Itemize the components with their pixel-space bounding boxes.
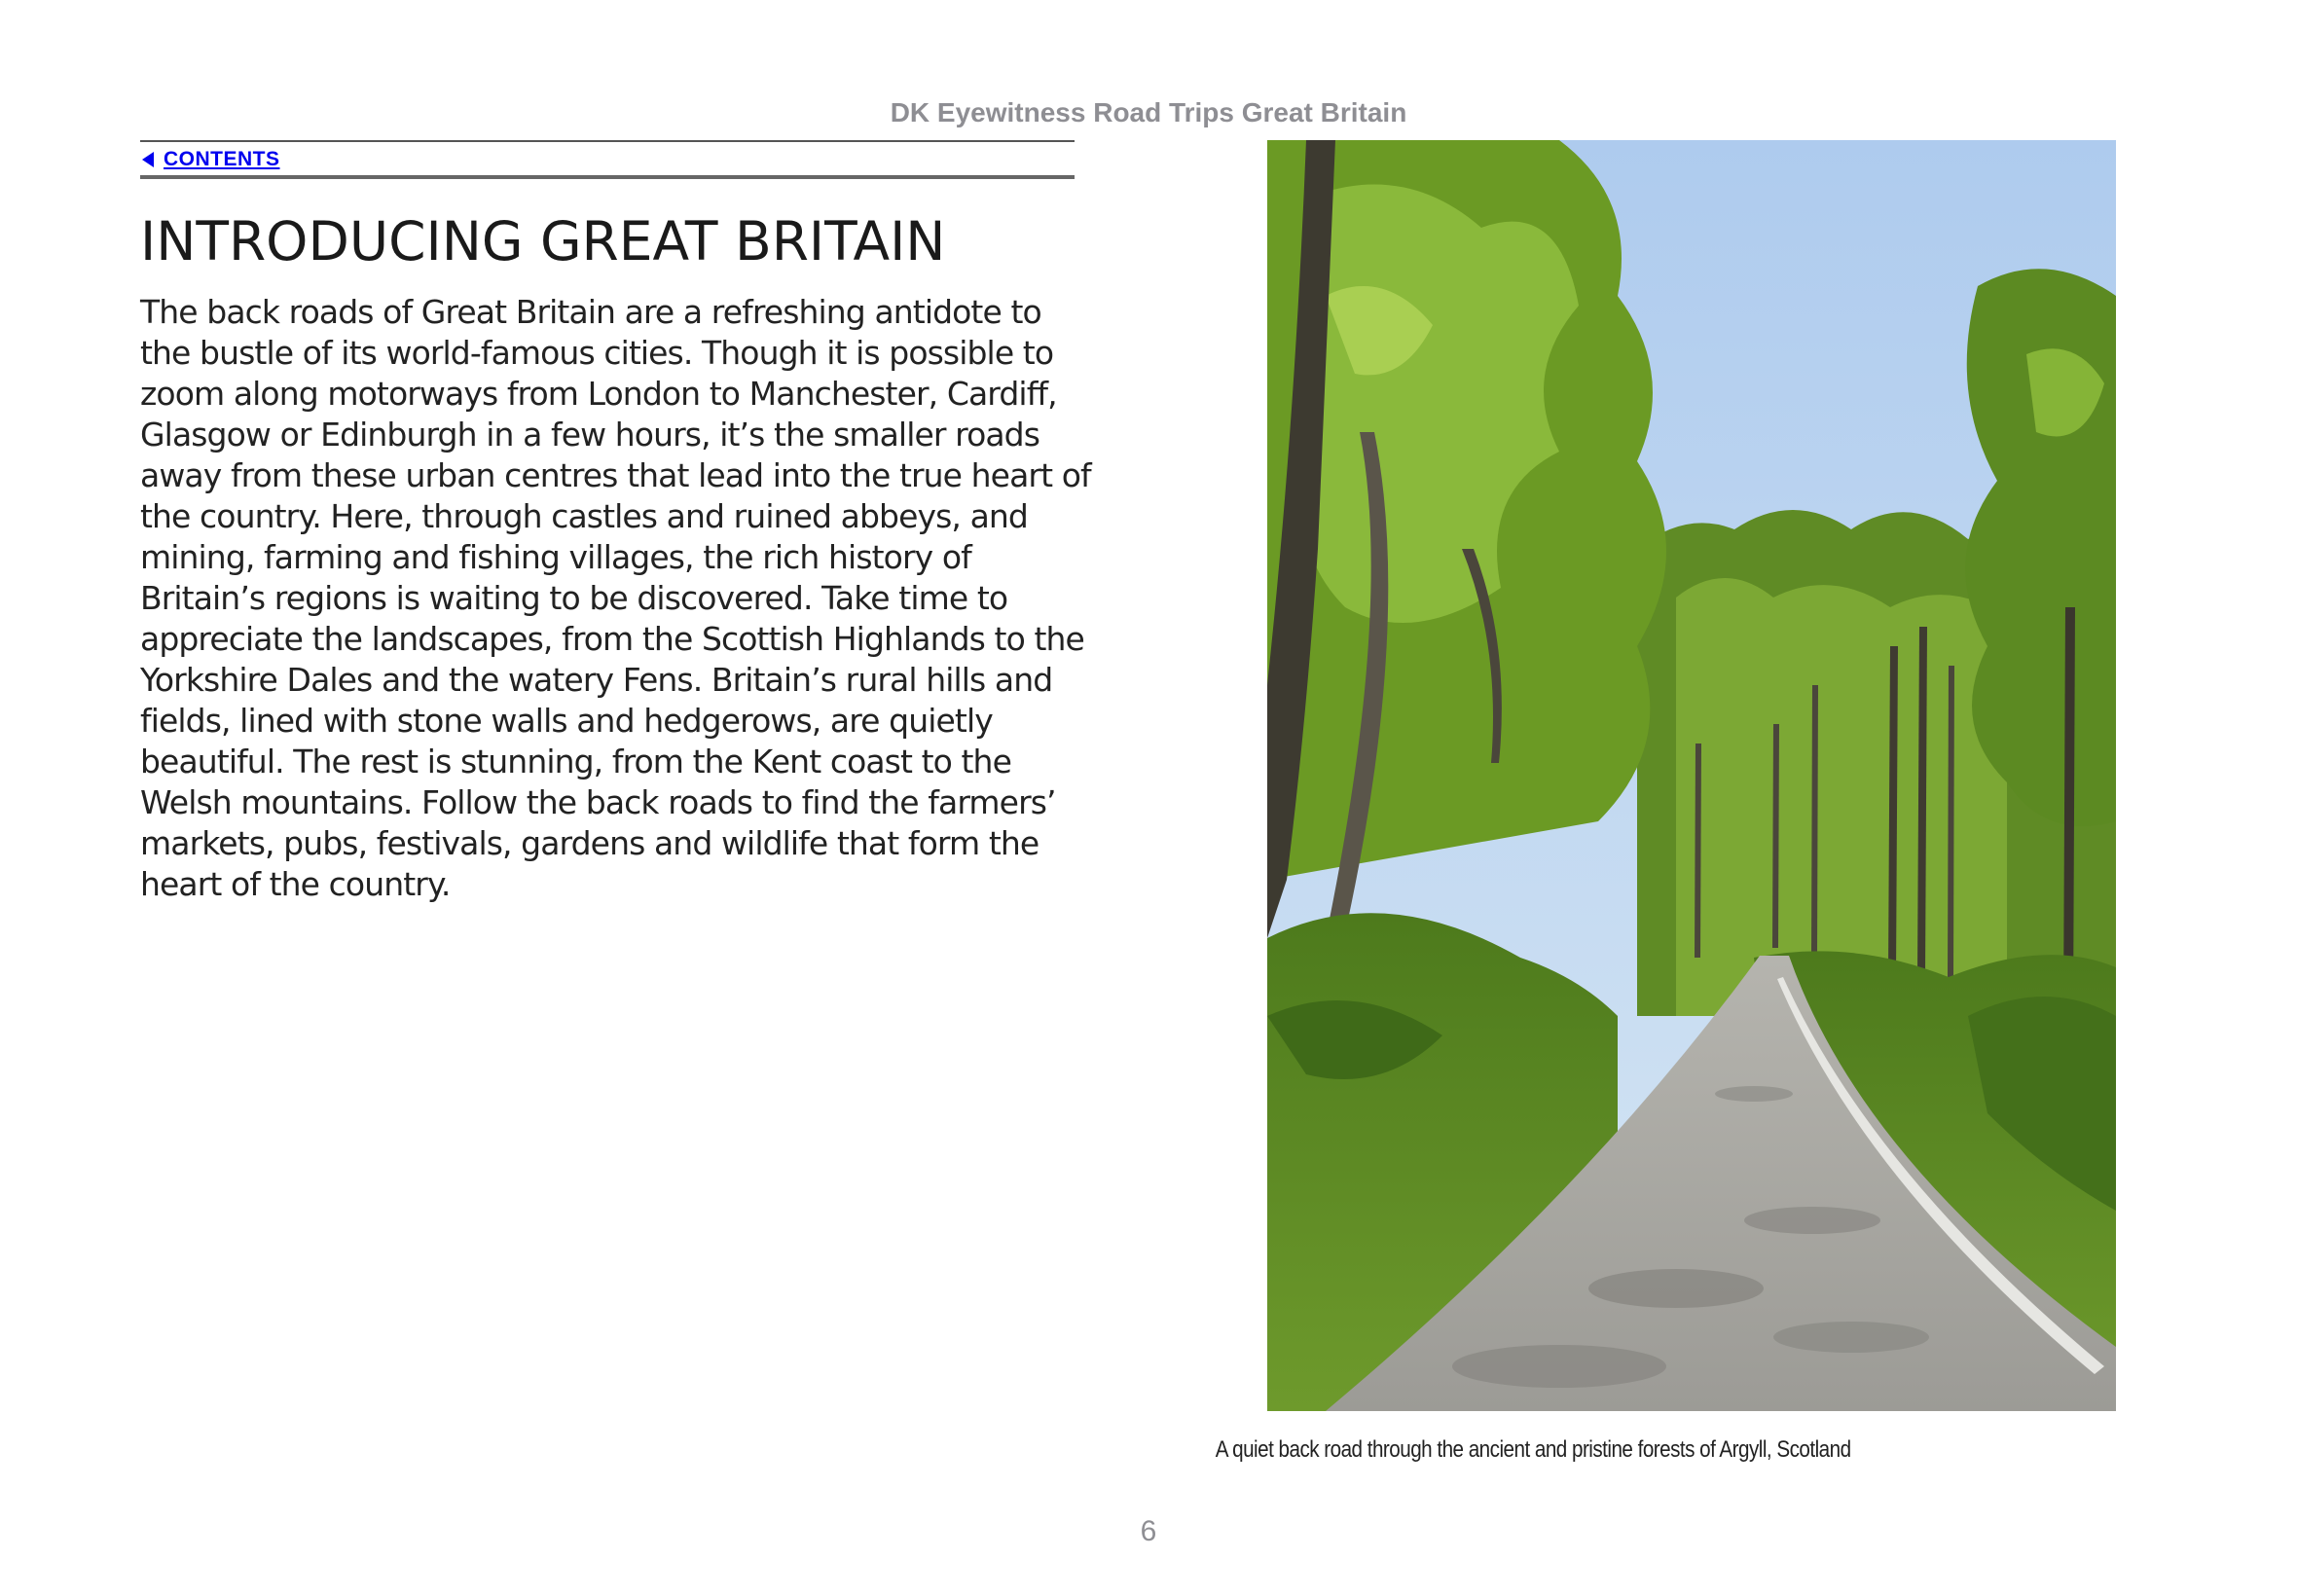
body-paragraph: The back roads of Great Britain are a refreshing antidote to the bustle of its world-famous cities. Though it is possible to zoom along motorways from London to Manchester, Cardiff, Glasgow or Edinburgh in a few hours, it’s the smaller roads away from these urban centres that lead into the true heart of the country. Here, through castles and ruined abbeys, and mining, farming and fishing villages, the rich history of Britain’s regions is waiting to be discovered. Take time to appreciate the landscapes, from the Scottish Highlands to the Yorkshire Dales and the watery Fens. Britain’s rural hills and fields, lined with stone walls and hedgerows, are quietly beautiful. The rest is stunning, from the Kent coast to the Welsh mountains. Follow the back roads to find the farmers’ markets, pubs, festivals, gardens and wildlife that form the heart of the country. [140,293,1091,903]
page-number: 6 [1140,1515,1157,1547]
book-title: DK Eyewitness Road Trips Great Britain [890,97,1407,127]
page-title: INTRODUCING GREAT BRITAIN [140,210,946,272]
triangle-left-icon [142,152,154,167]
forest-road-photo [1267,140,2116,1411]
contents-bar [140,140,1075,179]
contents-label: CONTENTS [164,148,280,170]
photo-caption: A quiet back road through the ancient and pristine forests of Argyll, Scotland [1215,1436,1851,1463]
contents-link[interactable] [142,148,280,171]
